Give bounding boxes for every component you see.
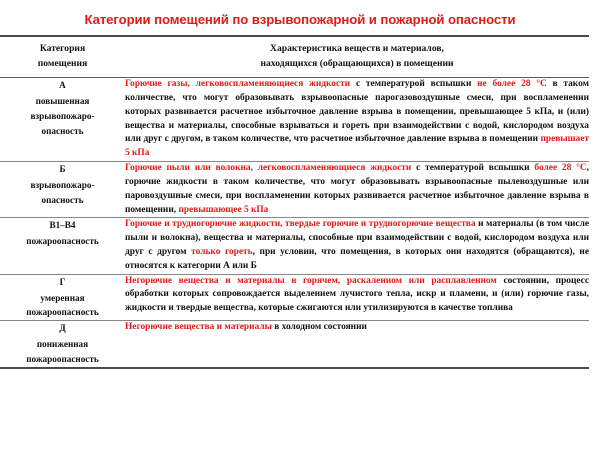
description-segment-highlight: не более 28 °C	[477, 79, 553, 90]
description-segment-highlight: Горючие и трудногорючие жидкости, твердые горючие и трудногорючие вещества	[125, 219, 479, 230]
category-letter: А	[59, 80, 66, 91]
description-segment-normal: с температурой вспышки	[416, 163, 535, 174]
description-segment-highlight: только гореть	[191, 246, 253, 257]
categories-table	[0, 35, 589, 370]
description-segment-normal: и материалы (в том числе пыли и волокна), вещества и материалы, способные при взаимодействии с водой, кислородом воздуха или друг с другом	[125, 219, 589, 257]
table-row	[0, 218, 589, 274]
cell-description	[125, 162, 589, 218]
category-subtitle-line-2: опасность	[41, 194, 84, 205]
cell-category	[0, 218, 125, 274]
category-letter: В1–В4	[49, 220, 76, 231]
header-category-line2: помещения	[37, 58, 88, 70]
description-segment-normal: , при условии, что помещения, в которых они находятся (обращаются), не относятся к категории А или Б	[125, 246, 589, 271]
header-description-line1: Характеристика веществ и материалов,	[270, 42, 444, 54]
description-segment-normal: с температурой вспышки	[355, 79, 478, 90]
category-subtitle-line-1: повышенная	[35, 96, 90, 107]
header-description-line2: находящихся (обращающихся) в помещении	[260, 58, 454, 70]
category-letter: Г	[59, 276, 66, 287]
description-segment-highlight: Негорючие вещества и материалы в горячем, раскаленном или расплавленном	[125, 275, 504, 286]
table-row	[0, 162, 589, 218]
category-letter: Д	[59, 323, 66, 334]
header-cell-category	[0, 36, 125, 78]
cell-category	[0, 274, 125, 321]
description-segment-highlight: Горючие пыли или волокна, легковоспламеняющиеся жидкости	[125, 163, 417, 174]
cell-description	[125, 218, 589, 274]
category-subtitle-line-2: пожароопасность	[26, 354, 99, 365]
table-row	[0, 274, 589, 321]
description-segment-highlight: более 28 °C	[534, 163, 587, 174]
description-segment-highlight: превышающее 5 кПа	[178, 204, 269, 215]
category-subtitle-line-2: пожароопасность	[26, 307, 99, 318]
cell-category	[0, 78, 125, 162]
table-header-row	[0, 36, 589, 78]
cell-description	[125, 78, 589, 162]
table-body	[0, 36, 589, 369]
description-segment-highlight: Горючие газы, легковоспламеняющиеся жидкости	[125, 79, 356, 90]
header-cell-description	[125, 36, 589, 78]
description-segment-highlight: превышает 5 кПа	[125, 134, 589, 159]
category-subtitle-line-3: опасность	[41, 125, 84, 136]
cell-category	[0, 162, 125, 218]
category-letter: Б	[59, 164, 66, 175]
category-subtitle-line-1: пониженная	[36, 339, 89, 350]
category-subtitle-line-1: пожароопасность	[26, 236, 99, 247]
category-subtitle-line-2: взрывопожаро-	[30, 111, 95, 122]
description-segment-normal: состоянии, процесс обработки которых сопровождается выделением лучистого тепла, искр и пламени, и (или) горючие газы, жидкости и твердые вещества, которые сжигаются или утилизируются в качестве топлива	[125, 275, 589, 314]
table-row	[0, 78, 589, 162]
category-subtitle-line-1: взрывопожаро-	[30, 180, 95, 191]
description-segment-normal: , горючие жидкости в таком количестве, что могут образовывать взрывоопасные пылевоздушные или паровоздушные смеси, при воспламенении которых развивается расчетное избыточное давление взрыва в помещении,	[125, 163, 589, 215]
category-subtitle-line-1: умеренная	[40, 292, 85, 303]
header-category-line1: Категория	[39, 42, 86, 54]
cell-description	[125, 321, 589, 368]
description-segment-normal: в холодном состоянии	[274, 322, 367, 333]
page-title: Категории помещений по взрывопожарной и пожарной опасности	[84, 12, 516, 27]
table-row	[0, 321, 589, 368]
cell-description	[125, 274, 589, 321]
cell-category	[0, 321, 125, 368]
description-segment-normal: в таком количестве, что могут образовывать взрывоопасные парогазовоздушные смеси, при воспламенении которых развивается расчетное избыточное давление взрыва в помещении, превышающее 5 кПа, и (или) вещества и материалы, способные взрываться и гореть при взаимодействии с водой, кислородом воздуха или друг с другом, в таком количестве, что расчетное избыточное давление взрыва в помещении	[125, 79, 589, 145]
description-segment-highlight: Негорючие вещества и материалы	[125, 322, 275, 333]
